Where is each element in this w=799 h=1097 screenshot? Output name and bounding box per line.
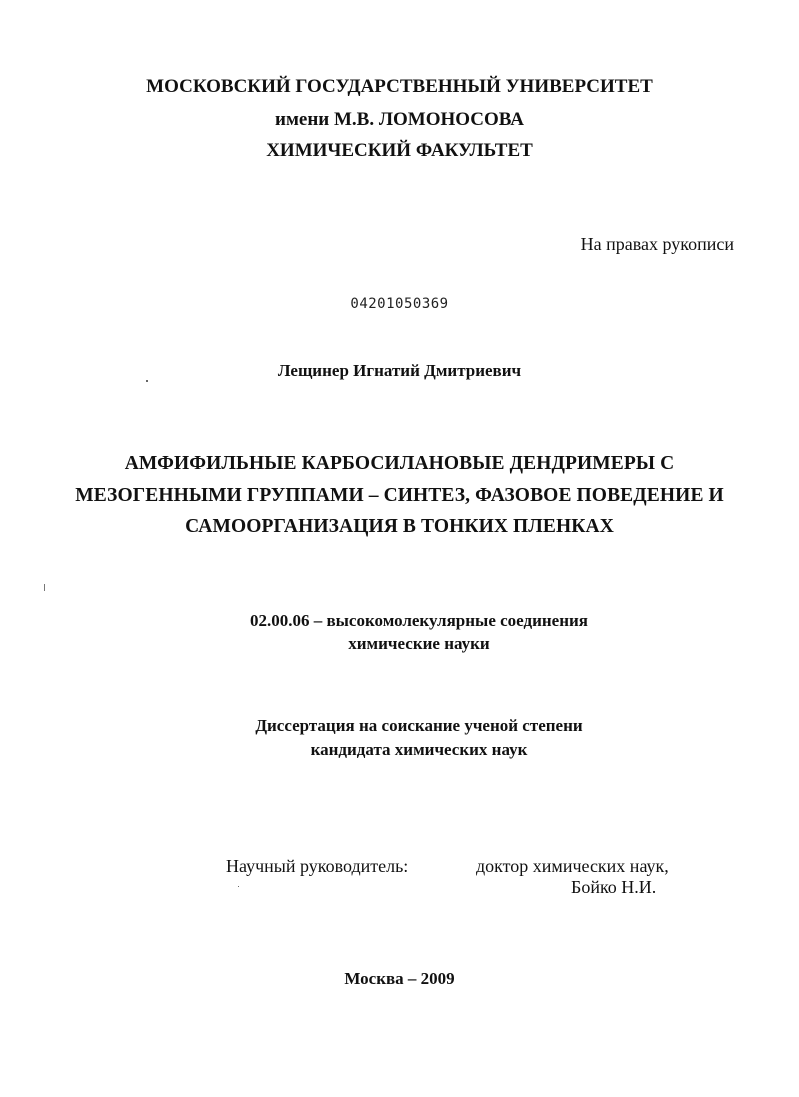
scan-speck [146,380,148,382]
city-year: Москва – 2009 [344,969,455,988]
dissertation-title-line-3: САМООРГАНИЗАЦИЯ В ТОНКИХ ПЛЕНКАХ [185,516,614,537]
supervisor-name: Бойко Н.И. [571,877,657,897]
university-name: МОСКОВСКИЙ ГОСУДАРСТВЕННЫЙ УНИВЕРСИТЕТ [146,76,653,97]
university-named-after: имени М.В. ЛОМОНОСОВА [275,109,524,130]
supervisor-label: Научный руководитель: [226,856,409,876]
dissertation-degree-line-1: Диссертация на соискание ученой степени [255,716,583,735]
catalog-number: 04201050369 [350,296,449,312]
scan-mark [44,584,45,591]
dissertation-title-line-1: АМФИФИЛЬНЫЕ КАРБОСИЛАНОВЫЕ ДЕНДРИМЕРЫ С [124,453,675,474]
scan-speck [238,886,239,887]
manuscript-rights: На правах рукописи [580,234,734,254]
dissertation-degree-line-2: кандидата химических наук [310,740,528,759]
author-name: Лещинер Игнатий Дмитриевич [277,361,522,380]
specialty-science: химические науки [348,634,490,653]
dissertation-title-line-2: МЕЗОГЕННЫМИ ГРУППАМИ – СИНТЕЗ, ФАЗОВОЕ ПОВЕДЕНИЕ И [75,485,724,506]
supervisor-degree: доктор химических наук, [476,856,669,876]
specialty-code: 02.00.06 – высокомолекулярные соединения [249,611,589,630]
faculty-name: ХИМИЧЕСКИЙ ФАКУЛЬТЕТ [266,140,533,161]
